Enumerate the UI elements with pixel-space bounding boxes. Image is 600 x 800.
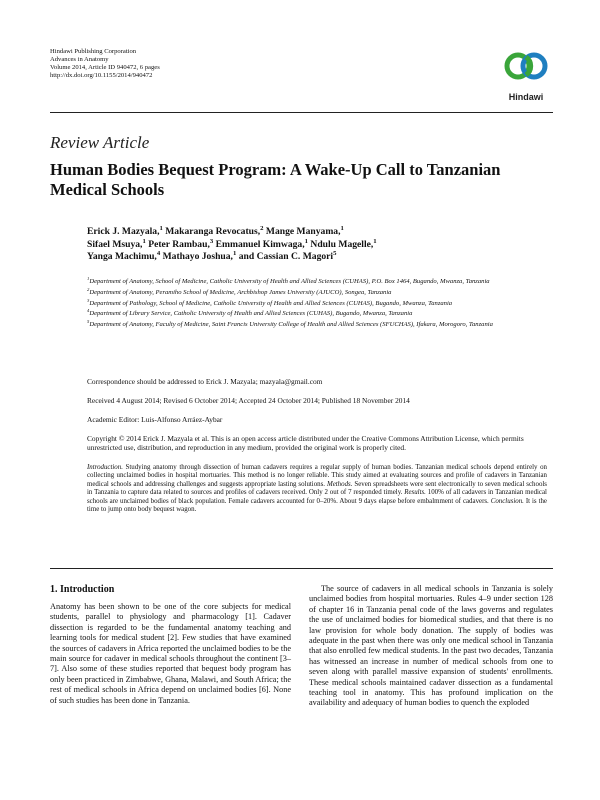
section-heading: 1. Introduction bbox=[50, 584, 115, 595]
paragraph: Anatomy has been shown to be one of the core subjects for medical students, parallel to physiology and pharmacology [1]. Cadaver dissection is regarded to be the fundamental anatomy teaching and learning tools for medical student [2]. Few studies that have examined the sources of cadavers in Africa reported the unclaimed bodies to be the main source for cadaver in medical schools throughout the continent [3–7]. Also some of these studies reported that bequest body program has only been practiced in Zimbabwe, Ghana, Malawi, and South Africa; the rest of medical schools in Africa depend on unclaimed bodies [6]. None of such studies has been done in Tanzania. bbox=[50, 602, 291, 705]
affiliation: $^4$Department of Library Service, Catholic University of Health and Allied Sciences (CUHAS), Bugando, Mwanza, Tanzania bbox=[87, 308, 413, 318]
logo-wordmark: Hindawi bbox=[508, 92, 544, 102]
header-divider bbox=[50, 112, 553, 113]
author: Emmanuel Kimwaga,$^1$ bbox=[215, 237, 308, 250]
author: Yanga Machimu,$^4$ bbox=[87, 249, 161, 262]
paragraph: The source of cadavers in all medical schools in Tanzania is solely unclaimed bodies from hospital mortuaries. Rules 4–9 under section 128 of chapter 16 in Tanzania penal code of the laws governs and regulates the use of unclaimed bodies for biomedical studies, and that there is no law provision for whole body donation. The supply of bodies was adequate in the past when there was only one medical school in Tanzania that also enrolled few medical students. In the past two decades, Tanzania has witnessed an increase in number of medical schools from one to seven along with parallel massive expansion of students' enrollments. These medical schools maintained cadaver dissection as a fundamental teaching tool in anatomy. This has profound implication on the availability and adequacy of human bodies to quench the exploded bbox=[309, 584, 553, 708]
volume-info: Volume 2014, Article ID 940472, 6 pages bbox=[50, 64, 160, 71]
abstract-methods-label: Methods. bbox=[326, 480, 353, 488]
publisher-name: Hindawi Publishing Corporation bbox=[50, 48, 137, 55]
author: Mathayo Joshua,$^1$ bbox=[162, 249, 237, 262]
affiliation: $^1$Department of Anatomy, School of Medicine, Catholic University of Health and Allied Sciences (CUHAS), P.O. Box 1464, Bugando, Mwanza, Tanzania bbox=[87, 275, 490, 285]
body-column-right bbox=[309, 584, 553, 709]
abstract-conclusion: It is the time to jump onto body bequest wagon. bbox=[87, 497, 547, 514]
abstract-intro: Studying anatomy through dissection of human cadavers requires a regular supply of human bodies. Tanzanian medical schools depend entirely on collecting unclaimed bodies in hospital mortuaries. This method is no longer reliable. This study aimed at evaluating sources and profile of cadavers in Tanzanian medical schools and addressing challenges and suggests appropriate lasting solutions. bbox=[87, 464, 547, 488]
author: Erick J. Mazyala,$^1$ bbox=[87, 224, 163, 237]
affiliation: $^3$Department of Pathology, School of Medicine, Catholic University of Health and Allied Sciences (CUHAS), Bugando, Mwanza, Tanzania bbox=[87, 297, 453, 307]
publisher-logo bbox=[498, 46, 554, 104]
correspondence: Correspondence should be addressed to Erick J. Mazyala; mazyala@gmail.com bbox=[87, 377, 323, 386]
affiliation: $^2$Department of Anatomy, Peramiho School of Medicine, Archbishop James University (AJUCO), Songea, Tanzania bbox=[87, 286, 392, 296]
author: Peter Rambau,$^3$ bbox=[148, 237, 214, 250]
journal-header bbox=[50, 48, 160, 80]
doi-link[interactable]: http://dx.doi.org/10.1155/2014/940472 bbox=[50, 72, 153, 79]
abstract-divider bbox=[50, 568, 553, 569]
academic-editor: Academic Editor: Luis-Alfonso Arráez-Aybar bbox=[87, 415, 223, 424]
author: and Cassian C. Magori$^5$ bbox=[238, 249, 337, 262]
copyright-notice: Copyright © 2014 Erick J. Mazyala et al. This is an open access article distributed under the Creative Commons Attribution License, which permits unrestricted use, distribution, and reproduction in any medium, provided the original work is properly cited. bbox=[87, 434, 524, 452]
body-column-left bbox=[50, 602, 291, 706]
abstract-results-label: Results. bbox=[404, 489, 426, 497]
abstract bbox=[87, 464, 547, 515]
abstract-methods: Seven spreadsheets were sent electronically to seven medical schools in Tanzania to capture data related to sources and profiles of cadavers received. Only 2 out of 7 responded timely. bbox=[87, 480, 547, 497]
author: Makaranga Revocatus,$^2$ bbox=[165, 224, 264, 237]
author: Sifael Msuya,$^1$ bbox=[87, 237, 146, 250]
affiliation: $^5$Department of Anatomy, Faculty of Medicine, Saint Francis University College of Health and Allied Sciences (SFUCHAS), Ifakara, Morogoro, Tanzania bbox=[87, 319, 493, 329]
affiliation-list bbox=[87, 275, 547, 332]
journal-name: Advances in Anatomy bbox=[50, 56, 109, 63]
article-title: Human Bodies Bequest Program: A Wake-Up Call to Tanzanian Medical Schools bbox=[50, 160, 501, 199]
abstract-conclusion-label: Conclusion. bbox=[490, 497, 524, 505]
abstract-intro-label: Introduction. bbox=[87, 464, 123, 471]
publication-dates: Received 4 August 2014; Revised 6 October 2014; Accepted 24 October 2014; Published 18 November 2014 bbox=[87, 396, 410, 405]
author-list bbox=[87, 226, 507, 264]
abstract-results: 100% of all cadavers in Tanzanian medical schools are unclaimed bodies of black population. Female cadavers accounted for 0–20%. About 9 days elapse before embalmment of cadavers. bbox=[87, 489, 547, 505]
author: Ndulu Magelle,$^1$ bbox=[310, 237, 377, 250]
hindawi-logo-icon bbox=[498, 46, 554, 92]
article-type: Review Article bbox=[50, 133, 150, 152]
author: Mange Manyama,$^1$ bbox=[265, 224, 344, 237]
